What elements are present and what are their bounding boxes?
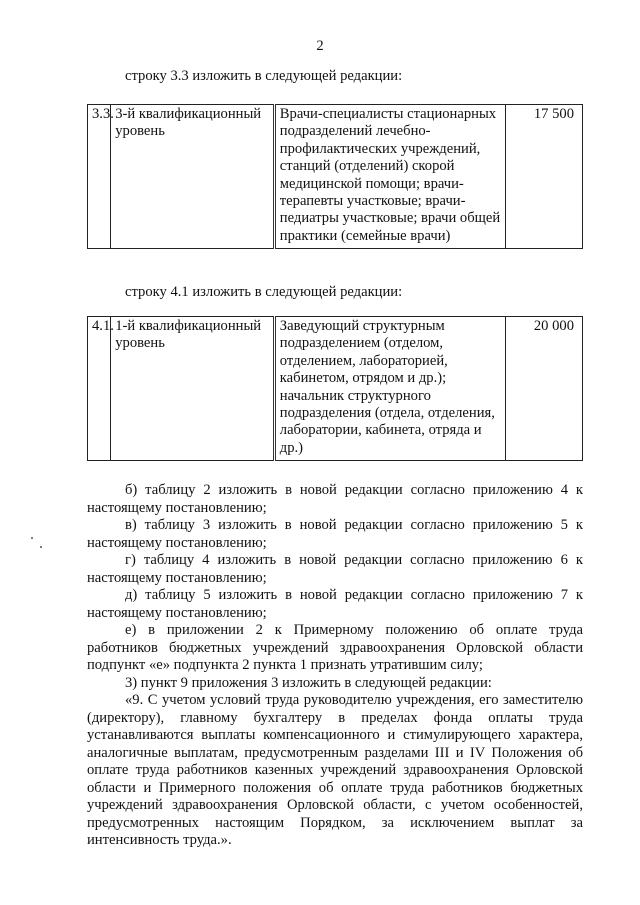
paragraph-e: е) в приложении 2 к Примерному положению об оплате труда работников бюджетных учреждений здравоохранения Орловской области подпункт «е» подпункта 2 пункта 1 признать утратившим силу; <box>87 622 583 673</box>
qualification-level-cell: 3-й квалификационный уровень <box>111 105 275 249</box>
instruction-line-row-4-1: строку 4.1 изложить в следующей редакции: <box>125 284 403 300</box>
paragraph-item-3: 3) пункт 9 приложения 3 изложить в следующей редакции: <box>125 674 492 691</box>
table-row <box>88 317 583 461</box>
paragraph-v: в) таблицу 3 изложить в новой редакции согласно приложению 5 к настоящему постановлению; <box>87 517 583 551</box>
body-text <box>87 482 583 850</box>
qualification-level-cell: 1-й квалификационный уровень <box>111 317 275 461</box>
paragraph-b: б) таблицу 2 изложить в новой редакции согласно приложению 4 к настоящему постановлению; <box>87 482 583 516</box>
paragraph-g: г) таблицу 4 изложить в новой редакции согласно приложению 6 к настоящему постановлению; <box>87 552 583 586</box>
paragraph-d: д) таблицу 5 изложить в новой редакции согласно приложению 7 к настоящему постановлению; <box>87 587 583 621</box>
salary-cell: 17 500 <box>505 105 582 249</box>
table-row-3-3 <box>87 104 583 249</box>
salary-cell: 20 000 <box>505 317 582 461</box>
page-number: 2 <box>316 38 324 54</box>
scan-speck <box>40 546 42 548</box>
paragraph-clause-9: «9. С учетом условий труда руководителю учреждения, его заместителю (директору), главному бухгалтеру в пределах фонда оплаты труда устанавливаются выплаты компенсационного и стимулирующего характера, аналогичные выплатам, предусмотренным разделами III и IV Положения об оплате труда работников казенных учреждений здравоохранения Орловской области и Примерного положения об оплате труда работников бюджетных учреждений здравоохранения Орловской области, с учетом особенностей, предусмотренных настоящим Порядком, за исключением выплат за интенсивность труда.». <box>87 692 583 848</box>
positions-cell: Заведующий структурным подразделением (отделом, отделением, лабораторией, кабинетом, отрядом и др.); начальник структурного подразделения (отдела, отделения, лаборатории, кабинета, отряда и др.) <box>274 317 505 461</box>
row-number-cell: 4.1. <box>88 317 111 461</box>
positions-cell: Врачи-специалисты стационарных подразделений лечебно-профилактических учреждений, станций (отделений) скорой медицинской помощи; врачи-терапевты участковые; врачи-педиатры участковые; врачи общей практики (семейные врачи) <box>274 105 505 249</box>
table-row <box>88 105 583 249</box>
table-row-4-1 <box>87 316 583 461</box>
instruction-line-row-3-3: строку 3.3 изложить в следующей редакции: <box>125 68 403 84</box>
scan-speck <box>31 537 33 539</box>
row-number-cell: 3.3. <box>88 105 111 249</box>
